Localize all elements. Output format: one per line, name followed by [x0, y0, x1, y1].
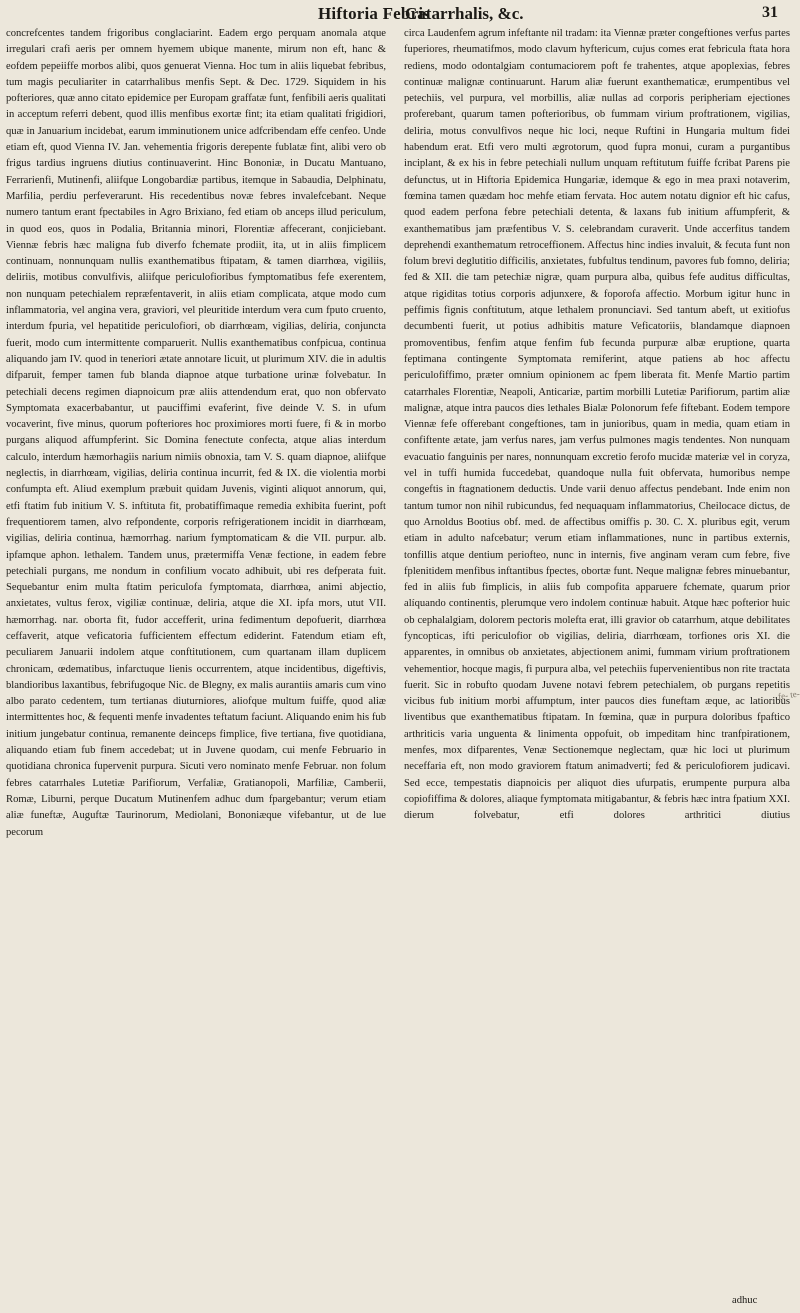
- page-number: 31: [762, 4, 778, 21]
- margin-bleed-through: fe- te-: [777, 688, 800, 702]
- right-column: [404, 26, 790, 841]
- running-head-left: Hiftoria Febris: [318, 4, 431, 23]
- running-head-right: Catarrhalis, &c.: [405, 4, 524, 23]
- left-column: [6, 26, 386, 857]
- right-column-text: circa Laudenfem agrum infeftante nil tradam: ita Viennæ præter congeftiones verfus partes fuperiores, rheumatifmos, modo clavum hyftericum, cujus comes erat febricula ftata hora rediens, modo odontalgiam contumaciorem poft fe trahentes, atque apoplexias, febres continuæ malignæ continuarunt. Harum aliæ fuerunt exanthematicæ, erumpentibus vel petechiis, vel purpura, vel morbillis, aliæ nullas ad corporis peripheriam ejectiones proferebant, quarum tamen pofterioribus, ob fummam virium proftrationem, vigilias, deliria, motus convulfivos neque hic loci, neque Ruftini in Hungaria multum fidei habendum erat. Etfi vero multi ægrotorum, quod fupra monui, curam a purgantibus inciplant, & ex his in febre petechiali nullum unquam reftitutum fuiffe fcribat Parens pie defunctus, ut in Hiftoria Epidemica Hungariæ, idemque & ego in mea praxi notaverim, fœmina tamen quædam hoc mehfe etiam fervata. Hoc autem notatu dignior eft hic cafus, quod eadem perfona febre petechiali detenta, & laxans fub initium affumpferit, & exanthematibus jam præfentibus V. S. celebrandam curaverit. Unde accerfitus tandem deprehendi exanthematum retroceffionem. Affectus hinc indies invaluit, & fecuta funt non folum brevi deglutitio difficilis, anxietates, fubfultus tendinum, pavores fub fomno, deliria; fed & XII. die tam petechiæ nigræ, quam purpura alba, quibus fefe auditus difficultas, atque rigiditas totius corporis adjunxere, & foporofa affectio. Morbum igitur hunc in peffimis fignis conftitutum, atque lethalem pronunciavi. Sed tantum abeft, ut exitiofus decumbenti fuerit, ut potius adhibitis mature Veficatoriis, blandamque diapnoen promoventibus, fenfim atque fenfim fub fecunda purpuræ albæ eruptione, quarta feptimana contingente Symptomata remiferint, atque patiens ab hoc affectu periculofiffimo, præter omnium opinionem ac fpem liberata fit. Menfe Martio partim catarrhales Florentiæ, Neapoli, Anticariæ, partim morbilli Lutetiæ Parifiorum, partim aliæ malignæ, atque intra paucos dies lethales Bialæ Polonorum fefe fiftebant. Eodem tempore Viennæ fefe offerebant congeftiones, tam in junioribus, quam in media, quam etiam in confiftente ætate, jam verfus nares, jam verfus pulmones magis tendentes. Non nunquam evacuatio fanguinis per nares, nonnunquam excretio ferofo mucidæ materiæ vel in coryza, vel in tuffi humida fuccedebat, quandoque nulla fuit obfervata, humoribus nempe congeftis in ftagnationem deductis. Unde varii denuo affectus pendebant. Inde enim non tantum tumor non nihil rubicundus, fed nequaquam inflammatorius, Cheilocace dictus, de quo Arnoldus Bootius obf. med. de affectibus omiffis p. 30. C. X. pluribus egit, verum etiam in adulto nafcebatur; verum etiam inflammationes, nunc in partibus externis, tonfillis atque dentium periofteo, nunc in internis, five anginam veram cum febre, five fplenitidem menfibus inftantibus fpectes, obortæ funt. Neque malignæ febres minuebantur, fed in aliis fub fimplicis, in aliis fub compofita apparuere fchemate, quarum prior alíquando continentis, plerumque vero indolem continuæ habuit. Atque hæc pofterior huic ob cephalalgiam, dolorem pectoris molefta erat, illi gravior ob catarrhum, atque debilitates fyncopticas, ifti periculofior ob vigilias, deliria, diarrhœam, torfiones oris XI. die apparentes, in omnibus ob anxietates, abjectionem animi, fummam virium proftrationem vehementior, hocque magis, fi purpura alba, vel petechiis fupervenientibus non rite tractata fuerit. Sic in robufto quodam Juvene notavi febrem petechialem, ob purgans repetitis vicibus fub initium morbi affumptum, inter paucos dies funeftam æque, ac latioribus liventibus que exanthematibus ftipatam. In fœmina, quæ in purpura doloribus fpaftico arthriticis varia unguenta & linimenta oppofuit, ob impeditam hinc tranfpirationem, menfes, mox difparentes, Venæ Sectionemque neglectam, quæ hic loci ut plurimum neceffaria eft, non modo graviorem ftatum animadverti; fed & periculofiorem judicavi. Sed ecce, tempestatis diapnoicis per aliquot dies ufurpatis, erumpente purpura alba copiofiffima & dolores, aliaque fymptomata mitigabantur, & febris hæc intra fpatium XXI. dierum folvebatur, etfi dolores arthritici diutius: [404, 28, 790, 822]
- left-column-text: concrefcentes tandem frigoribus conglaciarint. Eadem ergo perquam anomala atque irregulari crafi aeris per omnem hyemem ubique manente, mirum non eft, hanc & eofdem pepeiiffe morbos alibi, quos genuerat Vienna. Hoc tum in aliis liquebat febribus, tum magis peculiariter in catarrhalibus menfis Sept. & Dec. 1729. Siquidem in his pofteriores, quæ anno citato epidemice per Europam graffatæ funt, fenfibili aeris qualitati in acceptum referri debent, quod illis menfibus exortæ fint; ita etiam qualitati frigidiori, quæ in Januarium incidebat, earum imminutionem unice adfcribendam effe cenfeo. Unde etiam eft, quod Vienna IV. Jan. vehementia frigoris derepente fublatæ fint, alibi vero ob frigus tardius ingruens diutius continuaverint. Hinc Bononiæ, in Ducatu Mantuano, Ferrarienfi, Mutinenfi, aliifque Longobardiæ partibus, itemque in Sabaudia, Delphinatu, Marfilia, perdiu perfeverarunt. His recedentibus novæ febres invalefcebant. Neque numero tantum erant fpectabiles in Agro Brixiano, fed etiam ob anceps illud periculum, in quod eos, quos in Podalia, Britannia minori, Florentiæ affecerant, conjiciebant. Viennæ febris hæc maligna fub diverfo fchemate prodiit, ita, ut in aliis fimplicem continuam, nonnunquam nullis exanthematibus ftipatam, & tamen diarrhœa, vigiliis, deliriis, motibus convulfivis, aliifque periculofioribus fymptomatibus fefe exerentem, non nunquam petechialem repræfentaverit, in aliis etiam complicata, atque modo cum inflammatoria, vel angina vera, graviori, vel pleuritide interdum vera cum fputo cruento, interdum fpuria, vel hepatitide periculofiori, ob diarrhœam, vigilias, delíria, conjuncta fuerit, modo cum intermittente comparuerit. Nullis exanthematibus confpicua, continua aliquando jam IV. quod in teneriori ætate annotare licuit, ut plurimum XIV. die in adultis difparuit, femper tamen fub blanda diapnoe atque turbatione urinæ folvebatur. In petechiali decens regimen diapnoicum præ aliis attendendum erat, quo non obfervato Symptomata exacerbabantur, ut pauciffimi evaferint, five deinde V. S. in ufum vocaverint, five minus, quorum pofteriores hoc proximiores morti fuere, fi & in morbo purgans aliquod affumpferint. Sic Domina fenectute confecta, atque alias interdum calculo, interdum hæmorhagiis narium nimiis obnoxia, tam V. S. quam diapnoe, aliifque neglectis, in diarrhœam, vigilias, deliria continua incurrit, fed & IX. die violentia morbi confumpta eft. Aliud exemplum præbuit quidam Juvenis, viginti aliquot annorum, qui, etfi ftatim fub initium V. S. inftituta fit, probatiffimaque remedia exhibita fuerint, poft frequentiorem tamen, alvo refpondente, corporis refrigerationem incidit in diarrhœam, vigilias, deliria continua, hæmorrhag. narium fymptomaticam & die VII. purpur. alb. ipfamque aphon. lethalem. Tandem unus, prætermiffa Venæ fectione, in eadem febre petechiali purgans, me nondum in confilium vocato adhibuit, ubi res defperata fuit. Sequebantur enim multa ftatim periculofa fymptomata, diarrhœa, animi abjectio, anxietates, vultus ferox, vigiliæ continuæ, deliria, atque die XI. ipfa mors, utut VII. hæmorrhag. nar. oborta fit, fudor accefferit, urina fedimentum depofuerit, diarrhœa ceffaverit, atque veficatoria fufficientem effectum ediderint. Fatendum etiam eft, peculiarem Januarii indolem atque conftitutionem, cum quartanam illam duplicem chronicam, œdematibus, infarctuque lienis occurrentem, atque incidentibus, digeftivis, blandioribus laxantibus, febrifugoque Nic. de Blegny, ex malis aurantiis amaris cum vino albo parato cedentem, tum tertianas diuturniores, aliofque multum fuiffe, quod aliæ intermittentes hoc, & fequenti menfe invadentes teftatum faciunt. Aliquando enim his fub initium jungebatur continua, remanente deinceps fimplice, five tertiana, five quotidiana, aliquando etiam fub finem accedebat; ut in Juvene quodam, cui menfe Februario in quotidiana chronica fupervenit purpura. Sicuti vero nominato menfe Februar. non folum febres catarrhales Lutetiæ Parifiorum, Verfaliæ, Gratianopoli, Marfiliæ, Camberii, Romæ, Liburni, perque Ducatum Mutinenfem adhuc dum fpargebantur; verum etiam aliæ funeftæ, Auguftæ Taurinorum, Mediolani, Bononiæque vifebantur, ut de lue pecorum: [6, 28, 386, 838]
- catchword: adhuc: [732, 1295, 758, 1306]
- running-head: [0, 4, 800, 28]
